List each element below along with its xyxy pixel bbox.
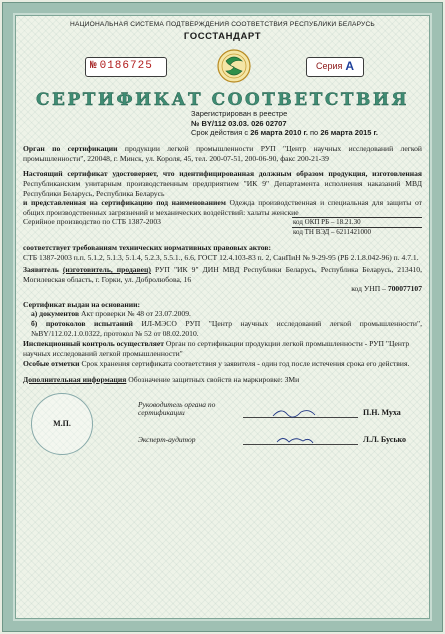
- stamp-placeholder: [31, 393, 93, 455]
- okp-label: код ОКП РБ –: [293, 218, 335, 227]
- signature-lines: [138, 401, 438, 445]
- tnved-code: [292, 227, 422, 237]
- validity-from: 26 марта 2010 г.: [250, 128, 308, 138]
- validity-mid: по: [310, 128, 319, 138]
- tnved-value: 6211421000: [336, 228, 371, 237]
- certificate-frame: [3, 3, 442, 631]
- expert-signature-row: [138, 428, 438, 445]
- basis-b-label: б) протоколов испытаний: [31, 319, 133, 329]
- signature-scribble-icon: [243, 406, 358, 418]
- certificate-number: 0186725: [99, 60, 153, 73]
- gosstandart-title: ГОССТАНДАРТ: [183, 30, 262, 42]
- series-box: [306, 57, 364, 77]
- head-role: Руководитель органа по сертификации: [138, 399, 216, 418]
- notes-text: Срок хранения сертификата соответствия у заявителя - один год после истечения срока его действия.: [81, 359, 410, 369]
- certificate-title: СЕРТИФИКАТ СООТВЕТСТВИЯ: [36, 90, 409, 111]
- product-label: Настоящий сертификат удостоверяет, что идентифицированная должным образом продукция,: [23, 169, 368, 179]
- basis-b: [23, 319, 422, 338]
- codes-box: [292, 217, 422, 237]
- applicant-text: РУП "ИК 9" ДИН МВД Республики Беларусь, Республика Беларусь, 213410, Могилевская область, г. Горки, ул. Добролюбова, 16: [23, 265, 422, 284]
- number-sign: №: [90, 60, 97, 73]
- okp-code: [292, 217, 422, 227]
- product-name: Одежда производственная и специальная для защиты от общих производственных загрязнений и механических воздействий: халаты женские: [23, 198, 422, 217]
- made-label: изготовленная: [372, 169, 422, 179]
- stamp-label: М.П.: [53, 418, 71, 428]
- certificate-number-box: [85, 57, 167, 77]
- applicant-qualifier: (изготовитель, продавец): [62, 265, 151, 275]
- certificate-body: [23, 19, 422, 615]
- registration-line1: Зарегистрирован в реестре: [191, 108, 288, 118]
- registration-number: № BY/112 03.03. 026 02707: [191, 118, 287, 128]
- signature-scribble-icon: [243, 433, 358, 445]
- tnved-label: код ТН ВЭД –: [293, 228, 335, 237]
- maker-text: Республиканским унитарным производственным предприятием "ИК 9" Департамента исполнения наказаний МВД Республики Беларусь, Республика Беларусь: [23, 178, 422, 198]
- series-value: А: [345, 59, 355, 74]
- basis-a: [23, 309, 422, 319]
- expert-name: Л.Л. Бусько: [363, 435, 407, 445]
- organ-section: [23, 144, 422, 163]
- unp-label: код УНП –: [351, 284, 386, 294]
- series-label: Серия: [315, 61, 343, 72]
- basis-a-text: Акт проверки № 48 от 23.07.2009.: [81, 309, 191, 319]
- expert-role: Эксперт-аудитор: [138, 435, 196, 445]
- unp-value: 700077107: [387, 284, 422, 294]
- basis-a-label: а) документов: [31, 309, 80, 319]
- conformity-text: СТБ 1387-2003 п.п. 5.1.2, 5.1.3, 5.1.4, 5.2.3, 5.5.1., 6.6, ГОСТ 12.4.103-83 п. 2, СанПиН № 9-29-95 (РБ 2.1.8.042-96) п. 4.7.1.: [23, 252, 419, 262]
- head-signature-line: [243, 406, 358, 418]
- extra-text: Обозначение защитных свойств на маркировке: ЗМи: [128, 375, 300, 385]
- header-band: [23, 43, 422, 95]
- head-name: П.Н. Муха: [363, 408, 401, 418]
- control-section: [23, 339, 422, 358]
- validity-line: [191, 128, 422, 138]
- basis-b-text: ИЛ-МЭСО РУП "Центр научных исследований легкой промышленности", №BY/112.02.1.0.0322, протокол № 52 от 08.02.2010.: [31, 319, 422, 338]
- registration-block: [191, 109, 422, 138]
- applicant-section: [23, 265, 422, 294]
- product-section: [23, 169, 422, 237]
- extra-label: Дополнительная информация: [23, 375, 127, 385]
- basis-section: [23, 300, 422, 338]
- applicant-label: Заявитель: [23, 265, 59, 275]
- unp-row: [23, 284, 422, 294]
- organ-text: продукции легкой промышленности РУП "Центр научных исследований легкой промышленности", 220048, г. Минск, ул. Короля, 45, тел. 200-07-51, 200-06-90, факс 200-21-39: [23, 144, 422, 163]
- conformity-section: [23, 243, 422, 262]
- expert-signature-line: [243, 433, 358, 445]
- okp-value: 18.21.30: [336, 218, 361, 227]
- basis-label: Сертификат выдан на основании:: [23, 299, 141, 309]
- conformity-label: соответствует требованиям технических нормативных правовых актов:: [23, 242, 272, 252]
- notes-label: Особые отметки: [23, 359, 80, 369]
- gosstandart-emblem-icon: [216, 47, 252, 85]
- extra-section: [23, 375, 422, 385]
- validity-prefix: Срок действия с: [191, 128, 249, 138]
- signature-area: [23, 393, 422, 463]
- system-title: НАЦИОНАЛЬНАЯ СИСТЕМА ПОДТВЕРЖДЕНИЯ СООТВЕТСТВИЯ РЕСПУБЛИКИ БЕЛАРУСЬ: [70, 21, 375, 28]
- control-text: Орган по сертификации продукции легкой промышленности - РУП "Центр научных исследований легкой промышленности": [23, 339, 410, 358]
- validity-to: 26 марта 2015 г.: [320, 128, 379, 138]
- serial-text: Серийное производство по СТБ 1387-2003: [23, 217, 161, 227]
- head-signature-row: [138, 401, 438, 418]
- organ-label: Орган по сертификации: [23, 144, 118, 154]
- codes-row: [23, 217, 422, 237]
- control-label: Инспекционный контроль осуществляет: [23, 339, 164, 349]
- presented-label: и представленная на сертификацию под наименованием: [23, 198, 226, 208]
- notes-section: [23, 359, 422, 369]
